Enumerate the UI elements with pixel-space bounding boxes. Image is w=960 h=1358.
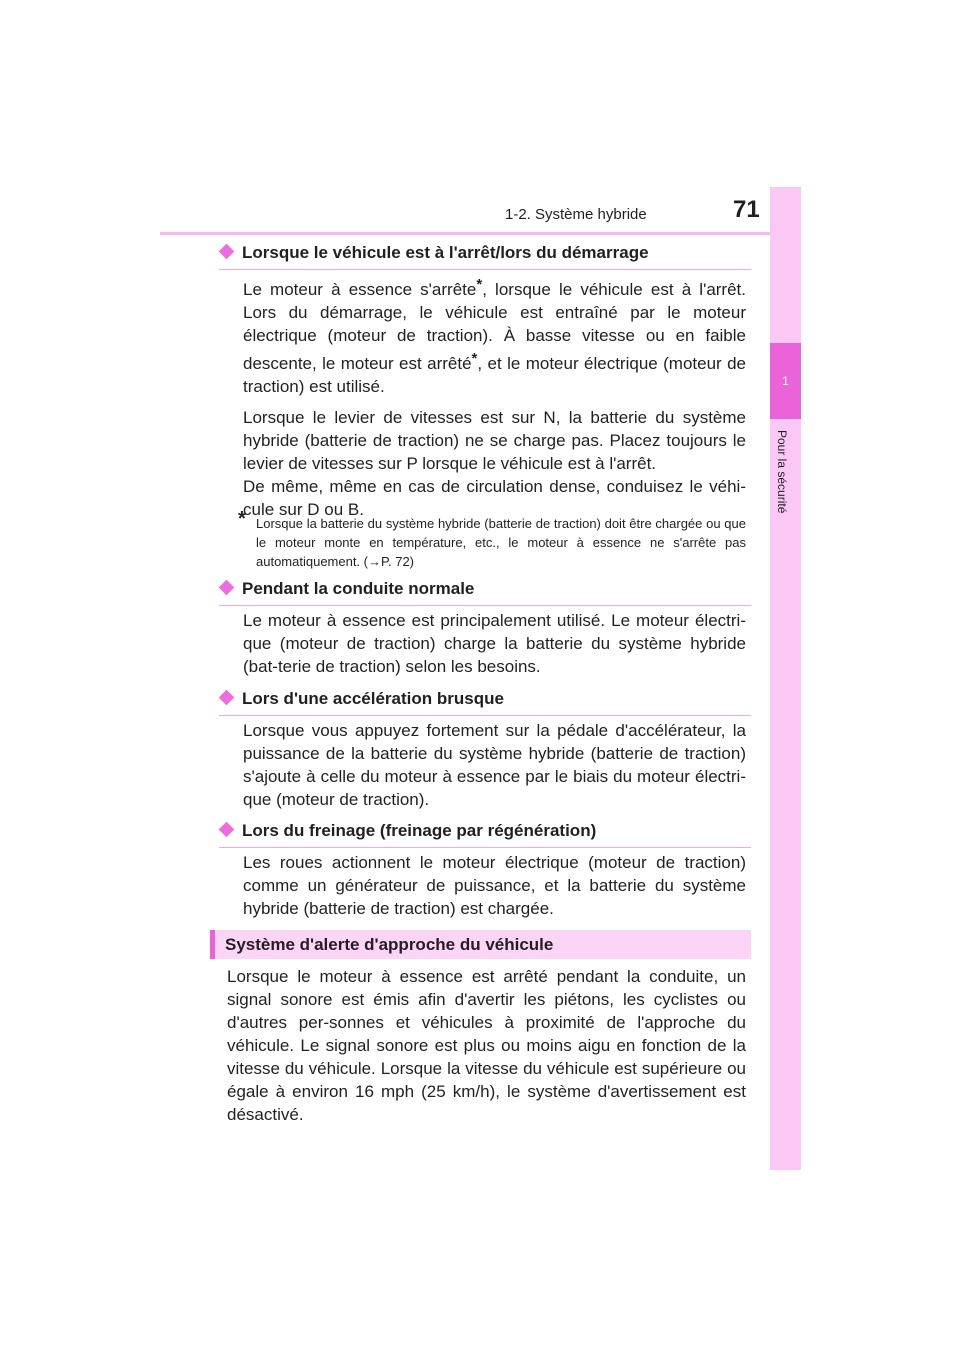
section-stop-start-text xyxy=(243,273,746,521)
text-run: , et le moteur électrique (moteur de traction) est utilisé. xyxy=(243,354,747,396)
footnote-marker: * xyxy=(471,350,478,367)
header-section-title: 1-2. Système hybride xyxy=(505,206,647,223)
diamond-bullet-icon xyxy=(219,244,235,260)
footnote-marker: * xyxy=(476,276,483,293)
subheading-text: Lors du freinage (freinage par régénération) xyxy=(242,821,597,840)
chapter-label: Pour la sécurité xyxy=(775,430,789,514)
paragraph: Lorsque le levier de vitesses est sur N, la batterie du système hybride (batterie de traction) ne se charge pas. Placez toujours le levier de vitesses sur P lorsque le véhicule est à l'arrêt. xyxy=(243,408,746,473)
footnote-text: Lorsque la batterie du système hybride (batterie de traction) doit être chargée ou que le moteur monte en température, etc., le moteur à essence ne s'arrête pas automatiquement. (→P. 72) xyxy=(256,516,746,569)
paragraph xyxy=(243,273,746,398)
subheading-acceleration xyxy=(219,688,751,716)
section-title-box: Système d'alerte d'approche du véhicule xyxy=(210,930,751,959)
page-number: 71 xyxy=(733,196,760,223)
diamond-bullet-icon xyxy=(219,822,235,838)
footnote-star: * xyxy=(238,508,246,530)
footnote xyxy=(238,508,746,571)
paragraph: De même, même en cas de circulation dense, conduisez le véhi-cule sur D ou B. xyxy=(243,477,746,519)
subheading-normal-driving xyxy=(219,578,751,606)
side-strip xyxy=(770,187,801,1170)
subheading-braking xyxy=(219,820,751,848)
paragraph: Le moteur à essence est principalement utilisé. Le moteur électri-que (moteur de traction) charge la batterie du système hybride (bat-terie de traction) selon les besoins. xyxy=(243,611,746,676)
chapter-tab: 1 xyxy=(770,343,801,419)
subheading-text: Pendant la conduite normale xyxy=(242,579,475,598)
text-run: Le moteur à essence s'arrête xyxy=(243,280,477,299)
subheading-stop-start xyxy=(219,242,751,270)
diamond-bullet-icon xyxy=(219,580,235,596)
paragraph: Lorsque vous appuyez fortement sur la pédale d'accélérateur, la puissance de la batterie du système hybride (batterie de traction) s'ajoute à celle du moteur à essence par le biais du moteur électri-que (moteur de traction). xyxy=(243,721,746,809)
paragraph: Lorsque le moteur à essence est arrêté pendant la conduite, un signal sonore est émis afin d'avertir les piétons, les cyclistes ou d'autres per-sonnes et véhicules à proximité de l'approche du véhicule. Le signal sonore est plus ou moins aigu en fonction de la vitesse du véhicule. Lorsque la vitesse du véhicule est supérieure ou égale à environ 16 mph (25 km/h), le système d'avertissement est désactivé. xyxy=(227,967,746,1124)
text-run: , lorsque le véhicule est à l'arrêt. Lors du démarrage, le véhicule est entraîné par le moteur électrique (moteur de traction). À basse vitesse ou en faible descente, le moteur est arrêté xyxy=(243,280,746,373)
paragraph: Les roues actionnent le moteur électrique (moteur de traction) comme un générateur de puissance, et la batterie du système hybride (batterie de traction) est chargée. xyxy=(243,853,746,918)
diamond-bullet-icon xyxy=(219,690,235,706)
subheading-text: Lors d'une accélération brusque xyxy=(242,689,504,708)
subheading-text: Lorsque le véhicule est à l'arrêt/lors du démarrage xyxy=(242,243,649,262)
header-divider xyxy=(160,232,800,235)
